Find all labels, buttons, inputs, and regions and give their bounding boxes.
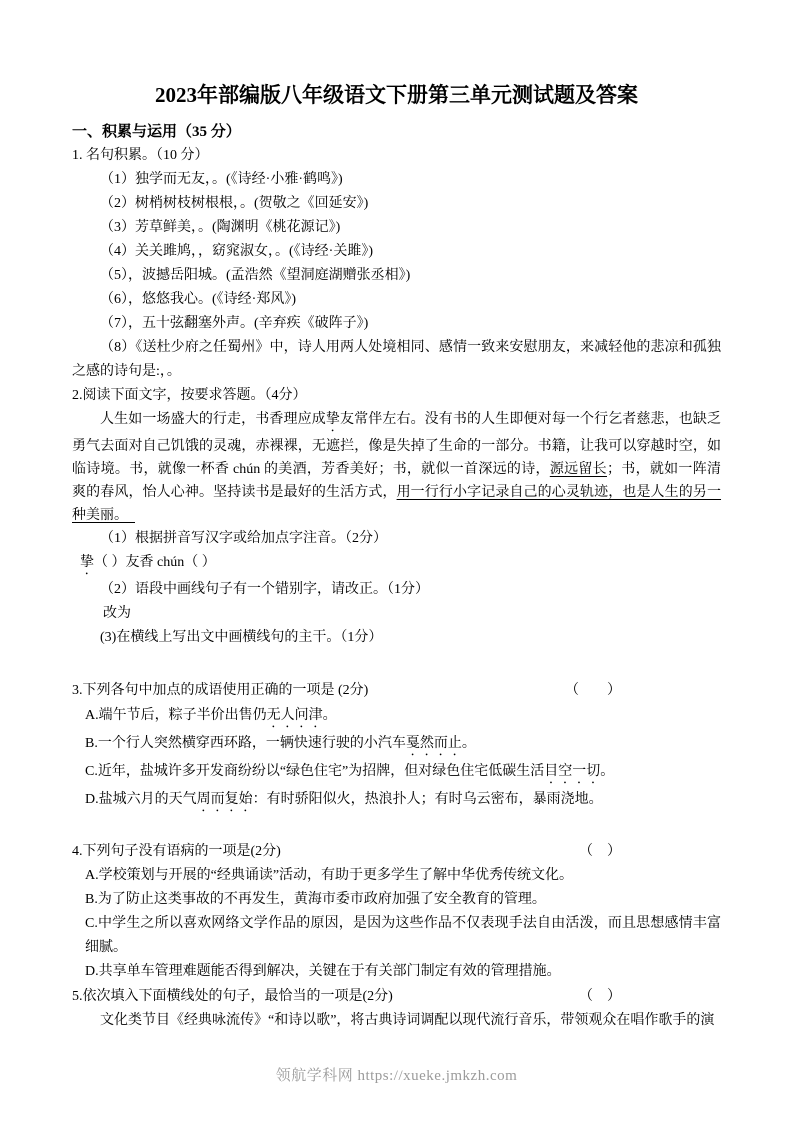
q2-stem: 2.阅读下面文字，按要求答题。（4分）	[72, 388, 307, 403]
q1-item-1: （1）独学而无友，。(《诗经·小雅·鹤鸣》)	[100, 172, 343, 187]
passage-segment: 人生如一场盛大的行走，书香理应成	[100, 412, 326, 427]
q1-item-2: （2）树梢树枝树根根，。(贺敬之《回延安》)	[100, 196, 369, 211]
q5-stem-row	[72, 984, 721, 1009]
page-title: 2023年部编版八年级语文下册第三单元测试题及答案	[155, 83, 638, 107]
q5-stem: 5.依次填入下面横线处的句子，最恰当的一项是(2分)	[72, 989, 393, 1004]
pinyin-blanks: （ ）友香 chún（ ）	[94, 555, 216, 570]
q1-item-7: （7），五十弦翻塞外声。(辛弃疾《破阵子》)	[100, 316, 369, 331]
q2-sub2: （2）语段中画线句子有一个错别字，请改正。（1分）	[100, 582, 429, 597]
q3-option-a	[72, 703, 721, 731]
spacer	[72, 815, 721, 839]
q2-sub1: （1）根据拼音写汉字或给加点字注音。（2分）	[100, 531, 387, 546]
option-text: 。	[322, 708, 337, 723]
option-text: ：有时骄阳似火，热浪扑人；有时乌云密布，暴雨浇地。	[252, 792, 603, 807]
q3-option-c	[72, 759, 721, 787]
option-text: A.端午节后，粽子半价出售仍	[85, 708, 267, 723]
emphasized-char-zhi: 挚	[325, 412, 340, 427]
q5-answer-bracket: （ ）	[579, 989, 621, 1004]
passage-segment: ；书，就如一阵清爽的春风，怡人心神。坚持读书是最好的生活方式，	[72, 462, 722, 500]
passage-segment: 友常伴左右。没有书的人生即便对每一个行乞者慈悲，也缺乏勇气去面对自己饥饿的灵魂，赤裸裸，无遮拦，像是失掉了生命的一部分。书籍，让我可以穿越时空，如临诗境。书，就像一杯香 chún 的美酒，芳香美好；书，就似一首深远的诗，	[72, 412, 722, 477]
q4-stem: 4.下列句子没有语病的一项是(2分)	[72, 844, 281, 859]
q2-correction-label: 改为	[103, 606, 131, 621]
spacer	[72, 650, 721, 678]
watermark	[0, 1066, 793, 1086]
option-text: 。	[600, 764, 615, 779]
q4-option-c: C.中学生之所以喜欢网络文学作品的原因，是因为这些作品不仅表现手法自由活泼，而且思想感情丰富细腻。	[85, 916, 721, 955]
option-text: 。	[461, 736, 476, 751]
emphasized-idiom: 无人问津	[266, 708, 323, 723]
q4-answer-bracket: （ ）	[579, 844, 621, 859]
q3-option-d	[72, 787, 721, 815]
q1-item-4: （4）关关雎鸠，，窈窕淑女，。(《诗经·关雎》)	[100, 244, 373, 259]
q3-answer-bracket: （ ）	[565, 683, 621, 698]
q5-passage-line: 文化类节目《经典咏流传》“和诗以歌”，将古典诗词调配以现代流行音乐，带领观众在唱作歌手的演	[100, 1013, 715, 1028]
q1-item-8: （8）《送杜少府之任蜀州》中，诗人用两人处境相同、感情一致来安慰朋友，来减轻他的悲凉和孤独之感的诗句是:，。	[72, 340, 721, 379]
q4-option-d: D.共享单车管理难题能否得到解决，关键在于有关部门制定有效的管理措施。	[85, 964, 561, 979]
q2-sub3: (3)在横线上写出文中画横线句的主干。（1分）	[100, 630, 383, 645]
emphasized-idiom: 戛然而止	[405, 736, 462, 751]
emphasized-idiom: 周而复始	[196, 792, 253, 807]
q4-option-a: A.学校策划与开展的“经典诵读”活动，有助于更多学生了解中华优秀传统文化。	[85, 868, 574, 883]
q3-stem-row	[72, 678, 721, 703]
q3-option-b	[72, 731, 721, 759]
section-heading: 一、积累与运用（35 分）	[72, 124, 241, 140]
q1-item-3: （3）芳草鲜美，。(陶渊明《桃花源记》)	[100, 220, 341, 235]
q1-item-6: （6），悠悠我心。(《诗经·郑风》)	[100, 292, 296, 307]
watermark-text: 领航学科网 https://xueke.jmkzh.com	[275, 1068, 518, 1084]
q1-item-5: （5），波撼岳阳城。(孟浩然《望洞庭湖赠张丞相》)	[100, 268, 411, 283]
option-text: D.盐城六月的天气	[85, 792, 197, 807]
reading-passage	[72, 408, 721, 527]
emphasized-char-zhi: 挚	[80, 555, 94, 570]
emphasized-idiom: 目空一切	[544, 764, 601, 779]
q3-stem: 3.下列各句中加点的成语使用正确的一项是 (2分)	[72, 683, 369, 698]
q1-stem: 1. 名句积累。（10 分）	[72, 148, 209, 163]
underlined-sentence: 用一行行小字记录自己的心灵轨迹，也是人生的另一种美丽。	[72, 485, 722, 523]
option-text: B.一个行人突然横穿西环路，一辆快速行驶的小汽车	[85, 736, 406, 751]
q4-option-b: B.为了防止这类事故的不再发生，黄海市委市政府加强了安全教育的管理。	[85, 892, 546, 907]
underlined-error-phrase: 源远留长	[549, 462, 607, 477]
q2-pinyin-line	[80, 551, 721, 578]
q4-stem-row	[72, 839, 721, 864]
option-text: C.近年，盐城许多开发商纷纷以“绿色住宅”为招牌，但对绿色住宅低碳生活	[85, 764, 545, 779]
